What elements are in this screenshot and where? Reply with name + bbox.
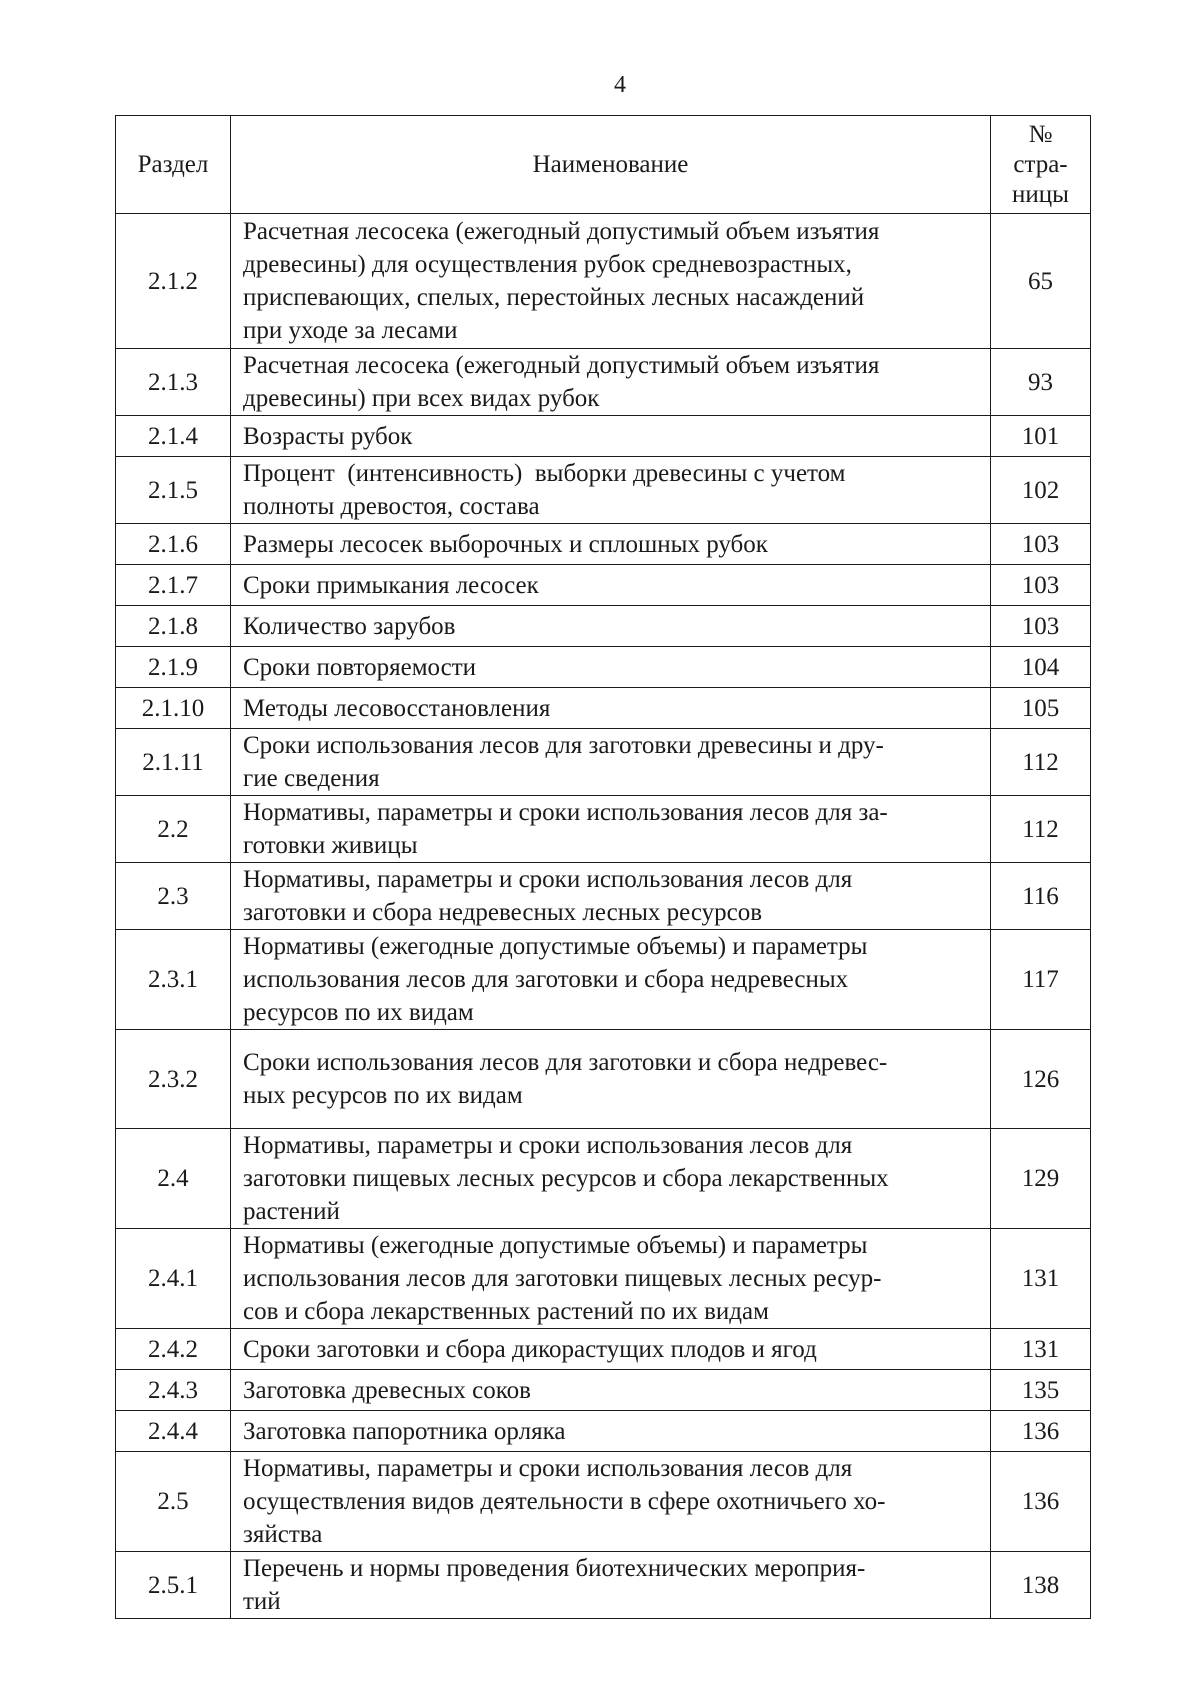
page-reference: 116	[991, 863, 1091, 930]
section-title-line: растений	[243, 1198, 340, 1225]
contents-table	[115, 115, 1091, 1619]
section-title-line: заготовки и сбора недревесных лесных ресурсов	[243, 899, 763, 926]
page-reference: 117	[991, 930, 1091, 1030]
table-row	[116, 1229, 1091, 1329]
section-title-line: Сроки использования лесов для заготовки и сбора недревес-	[243, 1049, 888, 1076]
page-reference: 135	[991, 1370, 1091, 1411]
table-row	[116, 565, 1091, 606]
section-number: 2.1.2	[116, 214, 231, 349]
table-row	[116, 214, 1091, 349]
section-title-line: Нормативы, параметры и сроки использования лесов для	[243, 1132, 853, 1159]
section-title-line: осуществления видов деятельности в сфере охотничьего хо-	[243, 1488, 886, 1515]
table-row	[116, 416, 1091, 457]
page-reference: 101	[991, 416, 1091, 457]
section-title-line: готовки живицы	[243, 832, 418, 859]
section-title-line: Нормативы, параметры и сроки использования лесов для	[243, 1455, 853, 1482]
table-row	[116, 729, 1091, 796]
table-row	[116, 457, 1091, 524]
table-row	[116, 1030, 1091, 1129]
section-title	[231, 1030, 991, 1129]
section-title-line: Нормативы (ежегодные допустимые объемы) и параметры	[243, 933, 868, 960]
table-row	[116, 863, 1091, 930]
section-number: 2.1.7	[116, 565, 231, 606]
section-title-line: Нормативы, параметры и сроки использования лесов для за-	[243, 799, 888, 826]
table-row	[116, 1129, 1091, 1229]
section-title-line: использования лесов для заготовки пищевых лесных ресур-	[243, 1265, 882, 1292]
section-number: 2.1.3	[116, 349, 231, 416]
section-title	[231, 524, 991, 565]
section-title	[231, 1329, 991, 1370]
table-row	[116, 930, 1091, 1030]
section-title	[231, 930, 991, 1030]
section-title	[231, 796, 991, 863]
section-number: 2.1.11	[116, 729, 231, 796]
section-number: 2.5	[116, 1452, 231, 1552]
section-title-line: Нормативы, параметры и сроки использования лесов для	[243, 866, 853, 893]
section-title-line: ресурсов по их видам	[243, 999, 474, 1026]
page-number: 4	[614, 72, 626, 98]
section-title-line: Сроки примыкания лесосек	[243, 571, 539, 599]
page-reference: 103	[991, 606, 1091, 647]
page-reference: 131	[991, 1329, 1091, 1370]
section-number: 2.1.6	[116, 524, 231, 565]
page-reference: 126	[991, 1030, 1091, 1129]
table-row	[116, 1370, 1091, 1411]
section-number: 2.4.1	[116, 1229, 231, 1329]
section-title	[231, 1129, 991, 1229]
section-title-line: Сроки повторяемости	[243, 653, 477, 681]
page-reference: 104	[991, 647, 1091, 688]
section-title-line: Заготовка древесных соков	[243, 1376, 531, 1404]
section-title-line: Заготовка папоротника орляка	[243, 1417, 566, 1445]
section-title-line: гие сведения	[243, 765, 380, 792]
section-number: 2.5.1	[116, 1552, 231, 1619]
table-row	[116, 606, 1091, 647]
section-title-line: древесины) при всех видах рубок	[243, 385, 600, 412]
page-reference: 103	[991, 524, 1091, 565]
section-title-line: Перечень и нормы проведения биотехнических мероприя-	[243, 1555, 866, 1582]
section-title-line: Расчетная лесосека (ежегодный допустимый объем изъятия	[243, 218, 880, 245]
section-title	[231, 349, 991, 416]
section-title	[231, 729, 991, 796]
page-reference: 105	[991, 688, 1091, 729]
header-page-line: №	[1028, 120, 1053, 148]
page-reference: 112	[991, 796, 1091, 863]
header-page	[991, 116, 1091, 214]
section-title-line: зяйства	[243, 1521, 323, 1548]
table-row	[116, 349, 1091, 416]
section-title	[231, 863, 991, 930]
section-title-line: при уходе за лесами	[243, 317, 458, 344]
table-row	[116, 647, 1091, 688]
section-title-line: Нормативы (ежегодные допустимые объемы) и параметры	[243, 1232, 868, 1259]
section-title-line: Сроки использования лесов для заготовки древесины и дру-	[243, 732, 884, 759]
page-reference: 65	[991, 214, 1091, 349]
section-title-line: тий	[243, 1588, 281, 1615]
section-title	[231, 606, 991, 647]
section-title-line: полноты древостоя, состава	[243, 493, 540, 520]
section-title	[231, 688, 991, 729]
table-row	[116, 796, 1091, 863]
section-title	[231, 1552, 991, 1619]
section-title	[231, 1229, 991, 1329]
section-number: 2.4	[116, 1129, 231, 1229]
page-reference: 102	[991, 457, 1091, 524]
section-title-line: Расчетная лесосека (ежегодный допустимый объем изъятия	[243, 352, 880, 379]
table-row	[116, 1552, 1091, 1619]
header-name: Наименование	[231, 116, 991, 214]
section-title-line: Возрасты рубок	[243, 422, 413, 450]
section-title-line: древесины) для осуществления рубок средневозрастных,	[243, 251, 852, 278]
section-number: 2.4.3	[116, 1370, 231, 1411]
page-reference: 103	[991, 565, 1091, 606]
section-number: 2.1.8	[116, 606, 231, 647]
page-reference: 129	[991, 1129, 1091, 1229]
section-number: 2.1.4	[116, 416, 231, 457]
section-number: 2.2	[116, 796, 231, 863]
section-title	[231, 647, 991, 688]
page-reference: 131	[991, 1229, 1091, 1329]
section-title	[231, 565, 991, 606]
page-reference: 138	[991, 1552, 1091, 1619]
section-title	[231, 1370, 991, 1411]
header-page-line: стра-	[1013, 150, 1068, 178]
table-row	[116, 1329, 1091, 1370]
table-header-row	[116, 116, 1091, 214]
section-number: 2.1.5	[116, 457, 231, 524]
page-reference: 112	[991, 729, 1091, 796]
section-title-line: приспевающих, спелых, перестойных лесных насаждений	[243, 284, 865, 311]
section-title-line: Методы лесовосстановления	[243, 694, 551, 722]
section-title	[231, 416, 991, 457]
section-title-line: сов и сбора лекарственных растений по их видам	[243, 1298, 769, 1325]
section-title-line: ных ресурсов по их видам	[243, 1082, 523, 1109]
section-title	[231, 457, 991, 524]
table-body	[116, 214, 1091, 1619]
section-title	[231, 1452, 991, 1552]
table-row	[116, 524, 1091, 565]
section-title-line: Процент (интенсивность) выборки древесины с учетом	[243, 460, 846, 487]
header-page-line: ницы	[1012, 180, 1069, 208]
section-title-line: заготовки пищевых лесных ресурсов и сбора лекарственных	[243, 1165, 889, 1192]
section-number: 2.1.10	[116, 688, 231, 729]
section-title-line: Размеры лесосек выборочных и сплошных рубок	[243, 530, 768, 558]
page-reference: 136	[991, 1452, 1091, 1552]
section-title-line: использования лесов для заготовки и сбора недревесных	[243, 966, 849, 993]
page-reference: 136	[991, 1411, 1091, 1452]
header-section: Раздел	[116, 116, 231, 214]
section-number: 2.1.9	[116, 647, 231, 688]
section-number: 2.3.2	[116, 1030, 231, 1129]
section-title-line: Количество зарубов	[243, 612, 456, 640]
table-row	[116, 1411, 1091, 1452]
table-row	[116, 1452, 1091, 1552]
section-title-line: Сроки заготовки и сбора дикорастущих плодов и ягод	[243, 1335, 817, 1363]
section-title	[231, 1411, 991, 1452]
section-number: 2.3.1	[116, 930, 231, 1030]
section-number: 2.3	[116, 863, 231, 930]
section-number: 2.4.4	[116, 1411, 231, 1452]
section-title	[231, 214, 991, 349]
section-number: 2.4.2	[116, 1329, 231, 1370]
table-row	[116, 688, 1091, 729]
page-reference: 93	[991, 349, 1091, 416]
